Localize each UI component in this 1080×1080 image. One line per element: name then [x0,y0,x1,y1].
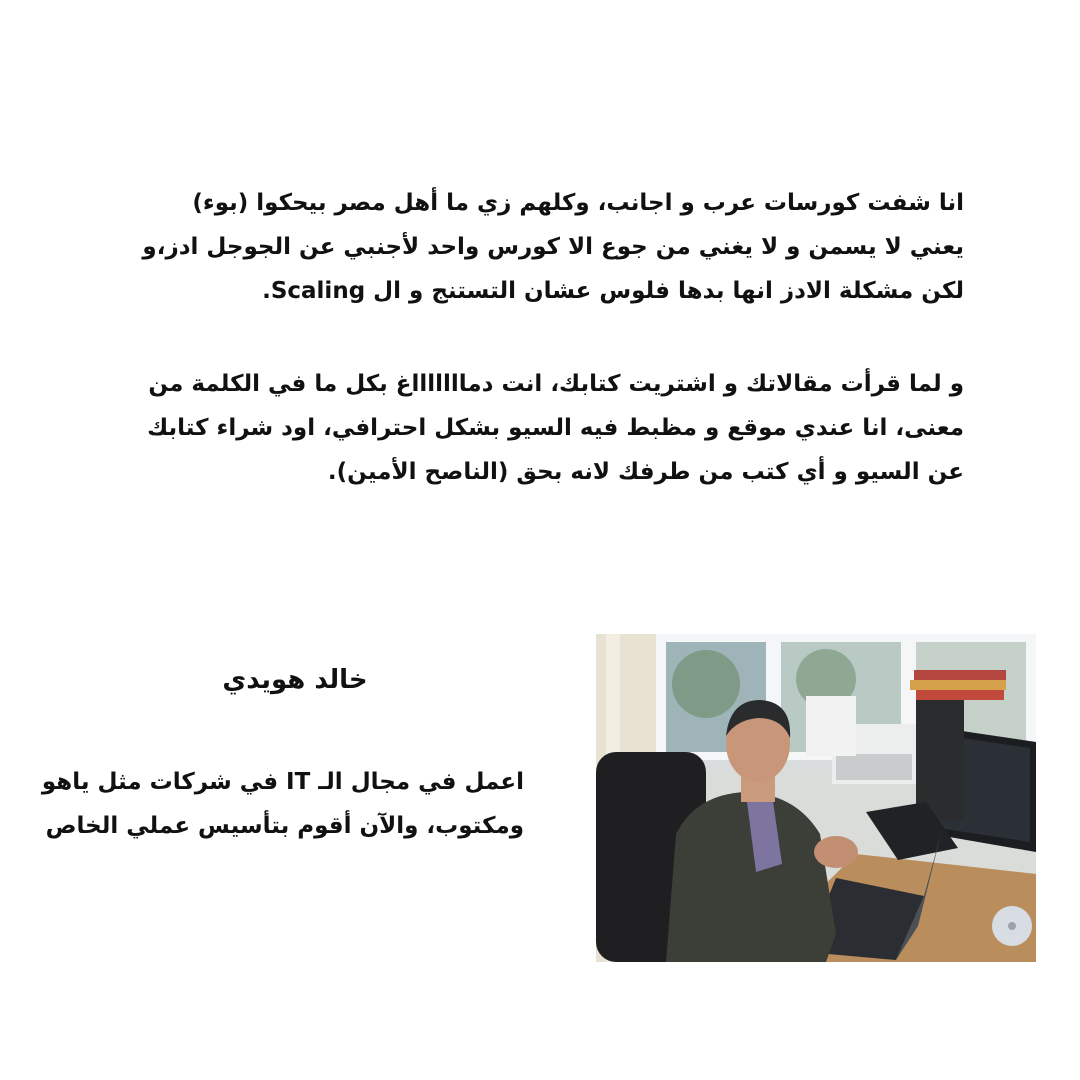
author-photo [596,634,1036,962]
testimonial-line: يعني لا يسمن و لا يغني من جوع الا كورس واحد لأجنبي عن الجوجل ادز،و [142,234,964,260]
testimonial-paragraph-2 [64,362,964,494]
author-name: خالد هويدي [222,665,368,695]
author-bio-line: ومكتوب، والآن أقوم بتأسيس عملي الخاص [45,813,524,839]
testimonial-line: و لما قرأت مقالاتك و اشتريت كتابك، انت دماااااااغ بكل ما في الكلمة من [148,371,964,397]
testimonial-line: لكن مشكلة الادز انها بدها فلوس عشان التستنج و ال Scaling. [262,278,964,304]
testimonial-line: عن السيو و أي كتب من طرفك لانه بحق (الناصح الأمين). [327,459,964,485]
testimonial-line: معنى، انا عندي موقع و مظبط فيه السيو بشكل احترافي، اود شراء كتابك [147,415,964,441]
testimonial-paragraph-1 [64,181,964,313]
author-bio-line: اعمل في مجال الـ IT في شركات مثل ياهو [41,769,524,795]
testimonial-line: انا شفت كورسات عرب و اجانب، وكلهم زي ما أهل مصر بيحكوا (بوء) [192,190,964,216]
author-bio [24,760,524,848]
